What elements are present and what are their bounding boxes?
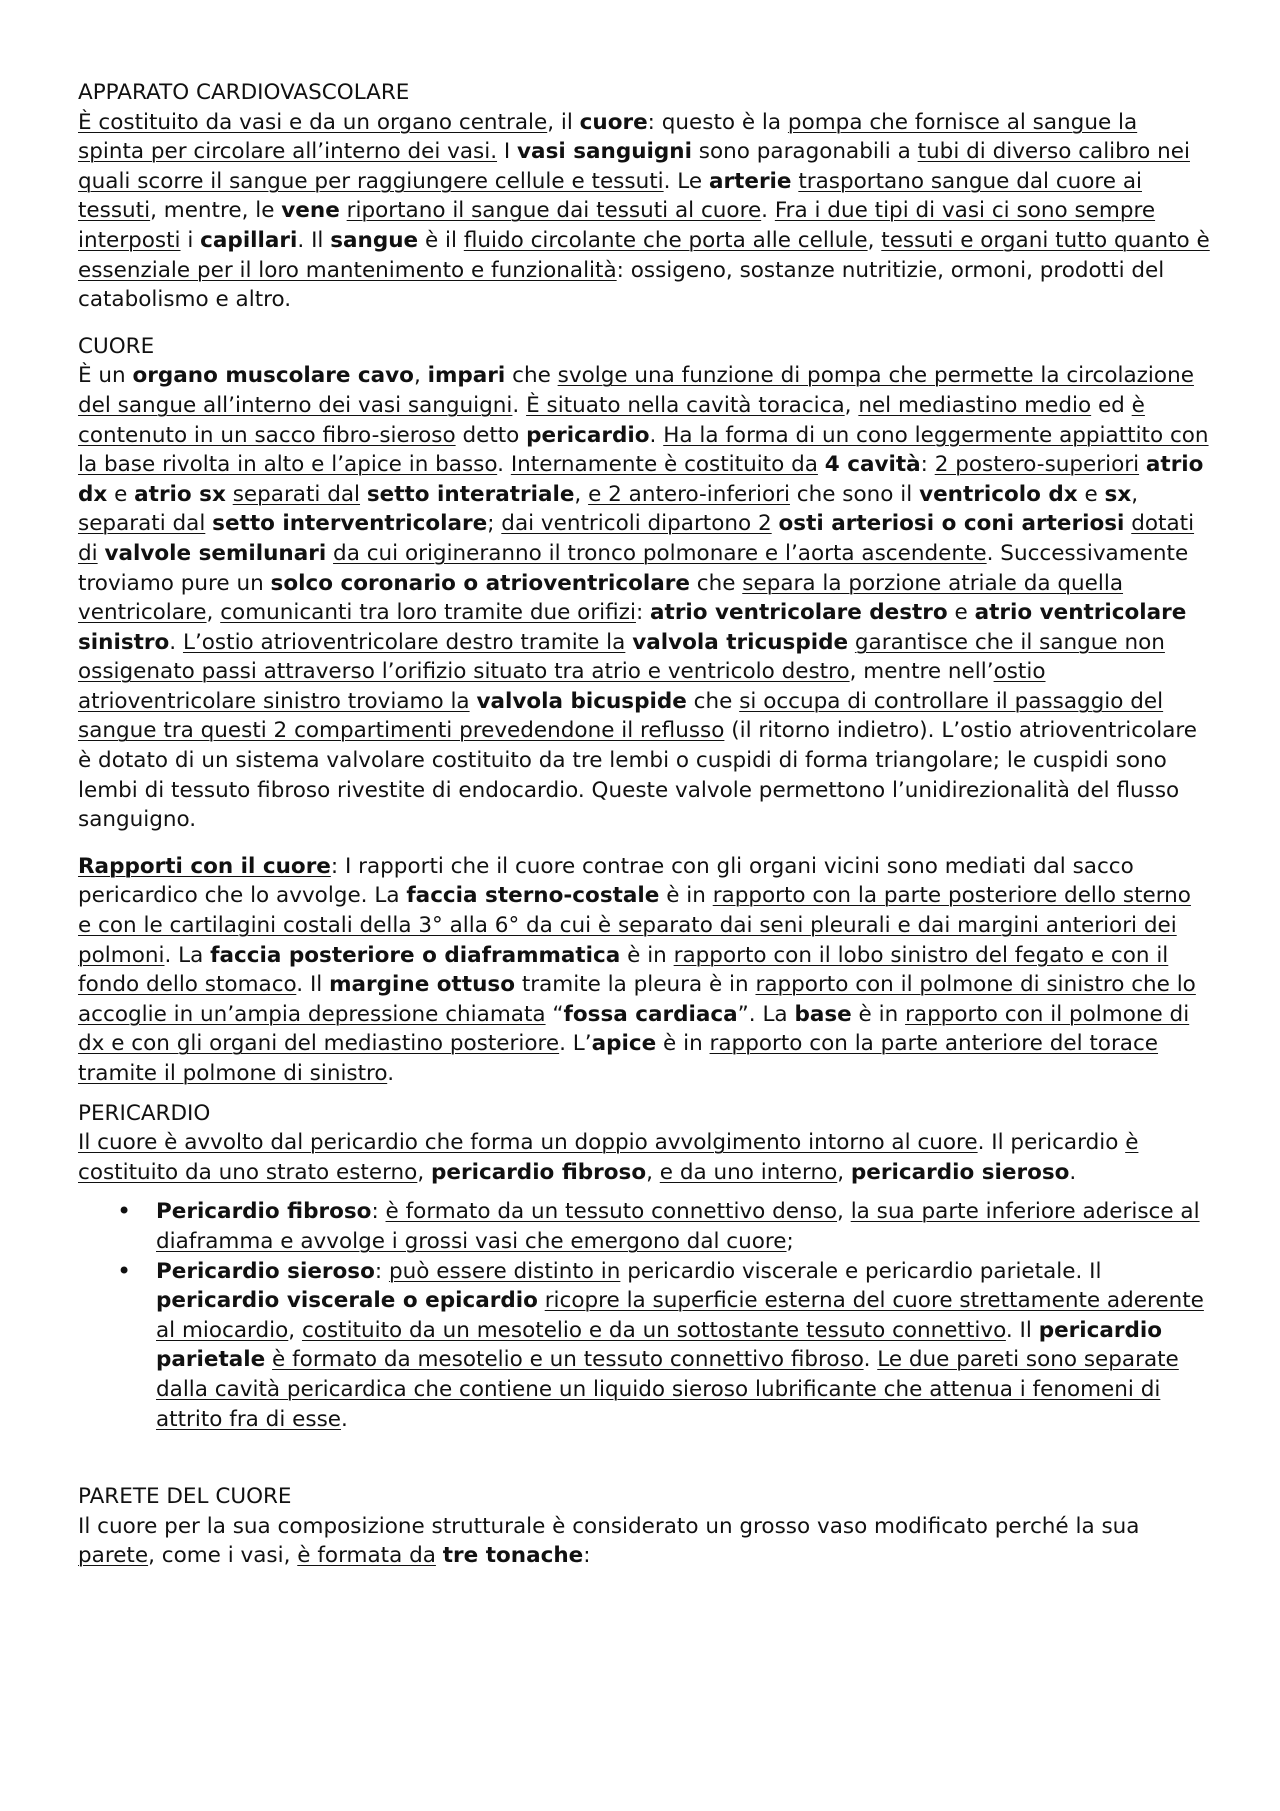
text-run: , — [646, 1159, 660, 1185]
underlined-text: è formata da — [297, 1543, 436, 1569]
text-run: (il ritorno indietro). L’ostio atrioventricolare è dotato di un sistema valvolare costituito da tre lembi o cuspidi di forma triangolare; le cuspidi sono lembi di tessuto fibroso rivestite di endocardio. Queste valvole permettono l’unidirezionalità del flusso sanguigno. — [78, 718, 1197, 833]
text-run — [1139, 452, 1146, 477]
underlined-text: riportano il sangue dai tessuti al cuore — [346, 198, 762, 224]
text-run: , mentre, le — [150, 198, 282, 224]
underlined-text: è formato da mesotelio e un tessuto connettivo fibroso — [272, 1347, 864, 1373]
underlined-text: è contenuto in un sacco fibro-sieroso — [78, 392, 1145, 448]
text-run: . — [512, 392, 527, 418]
paragraph — [78, 361, 1210, 835]
text-run: . — [649, 422, 664, 448]
underlined-text: e da uno interno — [659, 1159, 838, 1185]
text-run: è in — [851, 1001, 906, 1027]
underlined-text: È situato nella cavità toracica — [526, 392, 845, 418]
text-run: . Il pericardio — [977, 1130, 1126, 1156]
text-run: e — [107, 481, 135, 507]
underlined-text: ostio atrioventricolare sinistro troviamo la — [78, 659, 1046, 714]
underlined-text: rapporto con la parte anteriore del torace tramite il polmone di sinistro — [78, 1031, 1159, 1086]
bold-term: pericardio fibroso — [431, 1159, 647, 1185]
bold-term: margine ottuso — [329, 972, 515, 998]
text-run: . — [341, 1406, 348, 1432]
text-run — [226, 482, 233, 507]
text-run: è in — [659, 883, 713, 909]
text-run: . — [169, 629, 183, 655]
underlined-text: Il cuore è avvolto dal pericardio che forma un doppio avvolgimento intorno al cuore — [78, 1130, 978, 1156]
text-run: . Il — [296, 972, 330, 998]
underlined-text: L’ostio atrioventricolare destro tramite la — [182, 629, 626, 655]
text-run: che — [505, 363, 558, 389]
section-cuore — [78, 332, 1210, 1089]
text-run: , — [837, 1199, 851, 1225]
bold-term: fossa cardiaca — [563, 1001, 738, 1027]
bold-term: 4 cavità — [824, 452, 921, 478]
section-apparato-cardiovascolare — [78, 78, 1210, 315]
text-run: detto — [455, 422, 527, 448]
bold-term: vene — [281, 198, 340, 224]
underlined-text: dai ventricoli dipartono 2 — [501, 511, 772, 537]
text-run: ; — [786, 1228, 794, 1254]
text-run — [436, 1543, 443, 1568]
text-run: : I rapporti che il cuore contrae con gli organi vicini sono mediati dal sacco pericardico che lo avvolge. La — [78, 853, 1134, 909]
text-run: tramite la pleura è in — [514, 972, 756, 998]
section-pericardio — [78, 1099, 1210, 1435]
text-run: È un — [78, 363, 133, 389]
text-run: I — [497, 139, 518, 165]
underlined-text: Le due pareti sono separate dalla cavità pericardica che contiene un liquido sieroso lubrificante che attenua i fenomeni di attrito fra di esse — [156, 1347, 1179, 1432]
text-run: che — [686, 688, 740, 714]
text-run: ed — [1091, 392, 1132, 418]
text-run: e — [1077, 481, 1105, 507]
bold-term: sangue — [330, 227, 419, 253]
text-run: , — [206, 600, 221, 626]
underlined-text: è costituito da uno strato esterno — [78, 1130, 1139, 1185]
section-heading: PERICARDIO — [78, 1100, 211, 1126]
underlined-text: svolge una funzione di pompa che permette la circolazione del sangue all’interno dei vasi sanguigni — [78, 363, 1194, 418]
underlined-text: può essere distinto in — [388, 1258, 621, 1284]
underlined-text: separa la porzione atriale da quella ventricolare — [78, 570, 1124, 626]
text-run: “ — [545, 1001, 564, 1027]
underlined-text: rapporto con la parte posteriore dello sterno e con le cartilagini costali della 3° alla 6° da cui è separato dai seni pleurali e dai margini anteriori dei polmoni — [78, 883, 1191, 968]
bold-term: base — [794, 1001, 852, 1027]
underlined-text: si occupa di controllare il passaggio del sangue tra questi 2 compartimenti prevedendone il reflusso — [78, 688, 1164, 744]
text-run: . — [1069, 1159, 1077, 1185]
section-heading: CUORE — [78, 333, 155, 359]
paragraph — [78, 108, 1210, 315]
bold-term: atrio ventricolare destro — [650, 600, 948, 626]
text-run: , — [837, 1159, 851, 1185]
underlined-text: separati dal — [232, 481, 361, 507]
text-run: che sono il — [789, 481, 920, 507]
bold-term: pericardio parietale — [156, 1317, 1163, 1373]
text-run — [772, 511, 779, 536]
underlined-text: ricopre la superficie esterna del cuore strettamente aderente al miocardio — [156, 1288, 1204, 1343]
bold-term: osti arteriosi o coni arteriosi — [778, 511, 1125, 537]
bold-term: atrio dx — [78, 452, 1204, 507]
bold-term: cuore — [579, 109, 648, 135]
underlined-text: dotati di — [78, 511, 1195, 566]
bullet-item-pericardio-sieroso — [156, 1257, 1210, 1435]
spacer — [78, 1434, 1210, 1482]
text-run: , — [1131, 481, 1139, 507]
bold-term: Pericardio fibroso — [156, 1199, 372, 1225]
text-run: che — [689, 570, 743, 596]
underlined-text: 2 postero-superiori — [934, 452, 1140, 478]
text-run: , — [288, 1317, 302, 1343]
text-run: , — [417, 1159, 431, 1185]
bold-term: faccia sterno-costale — [406, 883, 660, 909]
text-run: . Il — [297, 227, 331, 253]
text-run: è in — [620, 942, 674, 968]
bold-term: faccia posteriore o diaframmatica — [210, 942, 621, 968]
underlined-text: rapporto con il lobo sinistro del fegato e con il fondo dello stomaco — [78, 942, 1169, 998]
underlined-text: nel mediastino medio — [858, 392, 1092, 418]
underlined-text: rapporto con il polmone di sinistro che lo accoglie in un’ampia depressione chiamata — [78, 972, 1196, 1027]
text-run: . — [863, 1347, 878, 1373]
underlined-text: e 2 antero-inferiori — [588, 481, 790, 507]
text-run: Il cuore per la sua composizione strutturale è considerato un grosso vaso modificato perché la sua — [78, 1513, 1140, 1539]
paragraph — [78, 1512, 1210, 1571]
bullet-item-pericardio-fibroso — [156, 1197, 1210, 1256]
text-run — [360, 482, 367, 507]
paragraph — [78, 1128, 1210, 1187]
bold-term: impari — [427, 363, 506, 389]
underlined-text: è formato da un tessuto connettivo denso — [385, 1199, 838, 1225]
text-run: . L’ — [559, 1031, 592, 1057]
text-run: i — [180, 227, 201, 253]
text-run: , come i vasi, — [148, 1543, 298, 1569]
bold-term: valvola tricuspide — [632, 629, 849, 655]
text-run: , mentre nell’ — [849, 659, 994, 685]
underlined-text: Internamente è costituito da — [510, 452, 818, 478]
bold-term: setto interatriale — [366, 481, 575, 507]
text-run: , — [844, 392, 859, 418]
underlined-text: È costituito da vasi e da un organo centrale — [78, 109, 548, 135]
text-run: : questo è la — [647, 109, 788, 135]
text-run: è in — [656, 1031, 710, 1057]
underlined-text: rapporto con il polmone di dx e con gli organi del mediastino posteriore — [78, 1001, 1190, 1057]
underlined-text: Ha la forma di un cono leggermente appiattito con la base rivolta in alto e l’apice in basso — [78, 422, 1209, 478]
text-run: pericardio viscerale e pericardio parietale. Il — [620, 1258, 1102, 1284]
bold-term: valvole semilunari — [104, 540, 327, 566]
underlined-text: Fra i due tipi di vasi ci sono sempre interposti — [78, 198, 1156, 253]
text-run — [848, 630, 855, 655]
text-run: ; — [487, 511, 502, 537]
text-run: , — [867, 227, 882, 253]
text-run: è il — [418, 227, 464, 253]
text-run: . Successivamente troviamo pure un — [78, 540, 1189, 596]
text-run: : ossigeno, sostanze nutritizie, ormoni, prodotti del catabolismo e altro. — [78, 257, 1165, 313]
bold-term: capillari — [200, 227, 298, 253]
underlined-text: trasportano sangue dal cuore ai tessuti — [78, 168, 1142, 224]
text-run: : — [635, 600, 651, 626]
bold-term: pericardio viscerale o epicardio — [156, 1288, 538, 1314]
bold-term: valvola bicuspide — [476, 688, 687, 714]
bold-term: atrio ventricolare sinistro — [78, 600, 1187, 655]
paragraph-rapporti — [78, 852, 1210, 1089]
bold-term: atrio sx — [134, 481, 226, 507]
bold-term: arterie — [708, 168, 792, 194]
bold-term: tre tonache — [442, 1543, 584, 1569]
underlined-text: tessuti e organi tutto quanto è essenziale per il loro mantenimento e funzionalità — [78, 227, 1210, 283]
section-parete-del-cuore — [78, 1482, 1210, 1571]
text-run: e — [947, 600, 975, 626]
text-run: , il — [547, 109, 580, 135]
underlined-text: separati dal — [78, 511, 206, 537]
underlined-text: garantisce che il sangue non ossigenato passi attraverso l’orifizio situato tra atrio e ventricolo destro — [78, 629, 1165, 685]
text-run: , — [574, 481, 589, 507]
text-run: . — [497, 452, 511, 478]
bold-term: Pericardio sieroso — [156, 1258, 375, 1284]
bullet-list — [78, 1197, 1210, 1434]
text-run: : — [920, 452, 935, 478]
text-run — [538, 1288, 545, 1313]
text-run: , — [413, 363, 428, 389]
text-run: : — [371, 1199, 386, 1225]
underlined-text: parete — [78, 1543, 149, 1569]
underlined-text: pompa che fornisce al sangue la spinta per circolare all’interno dei vasi. — [78, 109, 1138, 165]
underlined-text: costituito da un mesotelio e da un sottostante tessuto connettivo — [301, 1317, 1006, 1343]
underlined-text: comunicanti tra loro tramite due orifizi — [220, 600, 636, 626]
underlined-text: tubi di diverso calibro nei quali scorre il sangue per raggiungere cellule e tessuti — [78, 139, 1190, 194]
text-run: . Il — [1005, 1317, 1039, 1343]
text-run: . — [761, 198, 775, 224]
bold-term: sx — [1104, 481, 1132, 507]
underlined-text: da cui origineranno il tronco polmonare e l’aorta ascendente — [333, 540, 987, 566]
bold-underlined-heading: Rapporti con il cuore — [78, 853, 331, 879]
text-run: . — [387, 1061, 395, 1086]
bold-term: setto interventricolare — [212, 511, 488, 537]
bold-term: pericardio sieroso — [850, 1159, 1070, 1185]
bold-term: ventricolo dx — [919, 481, 1078, 507]
text-run — [818, 452, 825, 477]
underlined-text: fluido circolante che porta alle cellule — [463, 227, 868, 253]
text-run: . Le — [663, 168, 709, 194]
text-run: : — [583, 1543, 591, 1569]
text-run: ”. La — [737, 1001, 795, 1027]
text-run: : — [374, 1258, 389, 1284]
section-heading: APPARATO CARDIOVASCOLARE — [78, 80, 410, 105]
text-run: sono paragonabili a — [691, 139, 918, 165]
bold-term: apice — [591, 1031, 657, 1057]
bold-term: vasi sanguigni — [517, 139, 692, 165]
underlined-text: la sua parte inferiore aderisce al diaframma e avvolge i grossi vasi che emergono dal cuore — [156, 1199, 1200, 1254]
text-run — [340, 198, 347, 223]
bold-term: solco coronario o atrioventricolare — [270, 570, 690, 596]
section-heading: PARETE DEL CUORE — [78, 1484, 292, 1510]
bold-term: organo muscolare cavo — [132, 363, 414, 389]
bold-term: pericardio — [526, 422, 650, 448]
text-run: . La — [164, 942, 211, 968]
